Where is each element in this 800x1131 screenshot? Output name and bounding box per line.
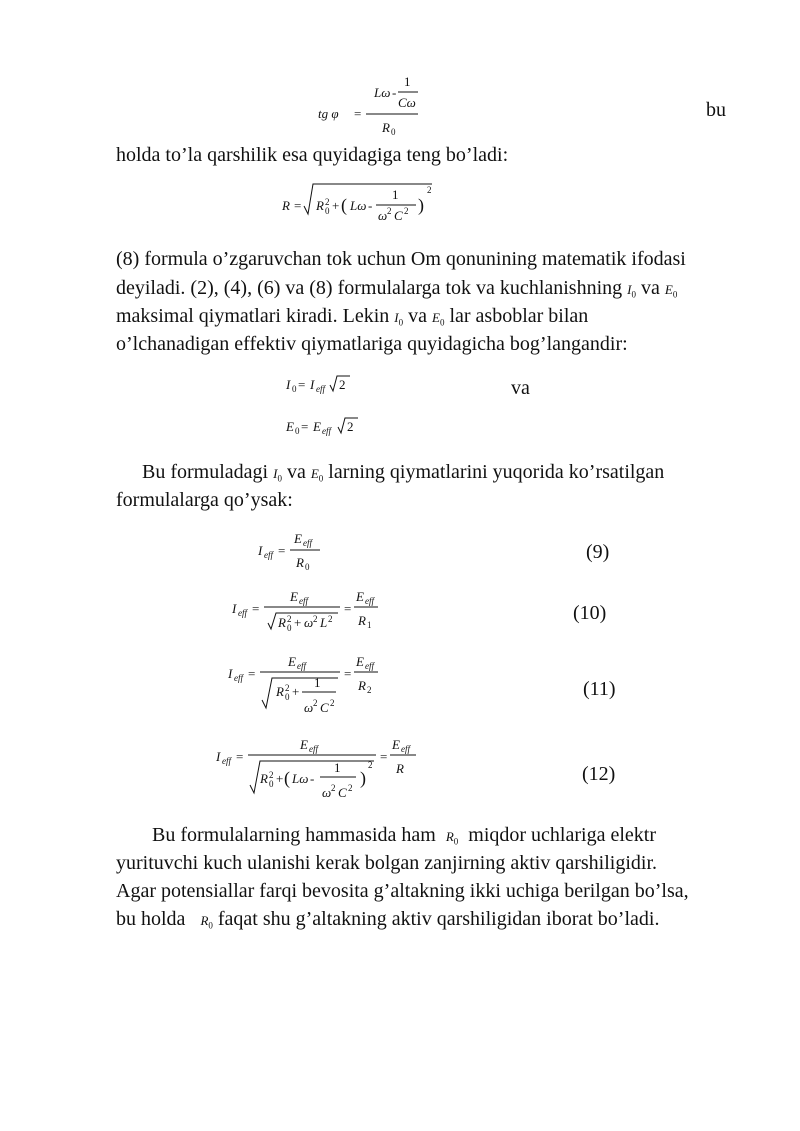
text-fragment: va: [286, 461, 306, 483]
text-line: holda to’la qarshilik esa quyidagiga teng bo’ladi:: [116, 144, 509, 166]
svg-text:eff: eff: [309, 744, 318, 754]
text-fragment: bu holda: [116, 908, 186, 930]
svg-text:Lω: Lω: [292, 771, 309, 786]
svg-text:2: 2: [404, 206, 409, 216]
svg-text:eff: eff: [316, 384, 325, 394]
formula-tg-phi: [310, 70, 450, 140]
svg-text:2: 2: [330, 698, 335, 708]
svg-text:2: 2: [368, 760, 373, 770]
svg-text:+: +: [292, 684, 300, 699]
svg-text:I: I: [228, 666, 233, 681]
svg-text:2: 2: [285, 683, 290, 693]
text-line: o’lchanadigan effektiv qiymatlariga quyidagicha bog’langandir:: [116, 333, 628, 355]
svg-text:R: R: [358, 613, 366, 628]
symbol-i0: $I_0$: [627, 282, 636, 300]
svg-text:I: I: [310, 377, 315, 392]
svg-text:-: -: [368, 198, 373, 213]
svg-text:0: 0: [305, 562, 310, 572]
svg-text:(: (: [341, 195, 347, 215]
svg-text:R: R: [278, 615, 286, 630]
svg-text:eff: eff: [238, 608, 247, 618]
text-fragment: va: [641, 277, 660, 299]
formula-eq11: [228, 652, 388, 724]
text-line: [116, 905, 659, 940]
svg-text:R: R: [316, 198, 324, 213]
svg-text:Cω: Cω: [398, 95, 416, 110]
svg-text:=: =: [278, 543, 286, 558]
svg-text:E: E: [288, 654, 296, 669]
svg-text:2: 2: [367, 685, 372, 695]
symbol-r0: $R_0$: [445, 829, 459, 847]
svg-text:E: E: [356, 589, 364, 604]
svg-text:1: 1: [404, 74, 411, 89]
svg-text:+: +: [332, 198, 340, 213]
svg-text:I: I: [232, 601, 237, 616]
svg-text:1: 1: [367, 620, 372, 630]
formula-e0: [286, 414, 376, 442]
svg-text:ω: ω: [378, 208, 388, 223]
svg-text:2: 2: [328, 614, 333, 624]
text-line: (8) formula o’zgaruvchan tok uchun Om qonunining matematik ifodasi: [116, 248, 686, 270]
text-fragment: larning qiymatlarini yuqorida ko’rsatilgan: [328, 461, 665, 483]
formula-i0: [286, 372, 376, 400]
text-fragment: deyiladi. (2), (4), (6) va (8) formulalarga tok va kuchlanishning: [116, 277, 623, 299]
svg-text:L: L: [320, 615, 328, 630]
svg-text:E: E: [286, 419, 294, 434]
svg-text:tg φ: tg φ: [318, 106, 339, 121]
svg-text:0: 0: [285, 692, 290, 702]
text-fragment: faqat shu g’altakning aktiv qarshiligidan iborat bo’ladi.: [217, 908, 660, 930]
svg-text:2: 2: [325, 197, 330, 207]
svg-text:E: E: [392, 737, 400, 752]
svg-text:I: I: [286, 377, 291, 392]
svg-text:2: 2: [269, 770, 274, 780]
svg-text:eff: eff: [299, 596, 308, 606]
svg-text:2: 2: [313, 698, 318, 708]
svg-text:=: =: [344, 666, 352, 681]
svg-text:ω: ω: [322, 785, 332, 800]
svg-text:2: 2: [347, 419, 354, 434]
svg-text:2: 2: [387, 206, 392, 216]
equation-number: (9): [586, 541, 610, 563]
text-fragment: lar asboblar bilan: [449, 305, 589, 327]
svg-text:C: C: [320, 700, 329, 715]
svg-text:eff: eff: [322, 426, 331, 436]
svg-text:0: 0: [295, 426, 300, 436]
symbol-i0: $I_0$: [394, 310, 404, 328]
svg-text:Lω: Lω: [350, 198, 367, 213]
svg-text:R: R: [260, 771, 268, 786]
svg-text:R: R: [396, 761, 404, 776]
symbol-e0: $E_0$: [310, 466, 324, 484]
formula-impedance: [280, 180, 450, 230]
svg-text:I: I: [258, 543, 263, 558]
svg-text:(: (: [284, 768, 290, 788]
svg-text:2: 2: [339, 377, 346, 392]
svg-text:=: =: [301, 419, 309, 434]
svg-text:eff: eff: [303, 538, 312, 548]
svg-text:R: R: [276, 684, 284, 699]
svg-text:+: +: [294, 615, 302, 630]
svg-text:0: 0: [287, 623, 292, 633]
symbol-i0: $I_0$: [273, 466, 282, 484]
svg-text:0: 0: [269, 779, 274, 789]
text-fragment: miqdor uchlariga elektr: [468, 824, 656, 846]
svg-text:eff: eff: [264, 550, 273, 560]
formula-eq10: [232, 585, 392, 635]
symbol-e0: $E_0$: [664, 282, 678, 300]
svg-text:E: E: [290, 589, 298, 604]
svg-text:ω: ω: [304, 615, 314, 630]
symbol-e0: $E_0$: [432, 310, 445, 328]
svg-text:eff: eff: [222, 756, 231, 766]
equation-number: (11): [583, 678, 616, 700]
svg-text:=: =: [380, 749, 388, 764]
bu-word: bu: [706, 99, 726, 121]
formula-eq12: [216, 735, 426, 807]
svg-text:E: E: [300, 737, 308, 752]
svg-text:1: 1: [334, 760, 341, 775]
text-fragment: va: [408, 305, 427, 327]
svg-text:+: +: [276, 771, 284, 786]
svg-text:0: 0: [391, 127, 396, 137]
text-fragment: Bu formulalarning hammasida ham: [152, 824, 436, 846]
svg-text:): ): [360, 768, 366, 788]
svg-text:Lω: Lω: [374, 85, 391, 100]
svg-text:eff: eff: [365, 596, 374, 606]
equation-number: (10): [573, 602, 607, 624]
va-word: va: [511, 377, 530, 399]
svg-text:E: E: [356, 654, 364, 669]
formula-eq9: [258, 525, 338, 575]
svg-text:=: =: [236, 749, 244, 764]
svg-text:2: 2: [427, 185, 432, 195]
svg-text:2: 2: [348, 783, 353, 793]
svg-text:=: =: [248, 666, 256, 681]
svg-text:ω: ω: [304, 700, 314, 715]
svg-text:R: R: [296, 555, 304, 570]
svg-text:=: =: [354, 106, 362, 121]
svg-text:C: C: [394, 208, 403, 223]
svg-text:eff: eff: [401, 744, 410, 754]
svg-text:=: =: [298, 377, 306, 392]
text-line: formulalarga qo’ysak:: [116, 489, 293, 511]
svg-text:1: 1: [314, 675, 321, 690]
equation-number: (12): [582, 763, 616, 785]
svg-text:-: -: [392, 85, 397, 100]
svg-text:E: E: [313, 419, 321, 434]
svg-text:0: 0: [325, 206, 330, 216]
svg-text:=: =: [344, 601, 352, 616]
svg-text:1: 1: [392, 187, 399, 202]
svg-text:I: I: [216, 749, 221, 764]
svg-text:eff: eff: [365, 661, 374, 671]
svg-text:=: =: [294, 198, 302, 213]
svg-text:2: 2: [287, 614, 292, 624]
svg-text:-: -: [310, 771, 315, 786]
text-fragment: Bu formuladagi: [142, 461, 269, 483]
svg-text:=: =: [252, 601, 260, 616]
svg-text:eff: eff: [234, 673, 243, 683]
symbol-r0: $R_0$: [200, 913, 213, 931]
text-line: Agar potensiallar farqi bevosita g’altakning ikki uchiga berilgan bo’lsa,: [116, 880, 689, 902]
text-line: yurituvchi kuch ulanishi kerak bolgan zanjirning aktiv qarshiligidir.: [116, 852, 657, 874]
svg-text:2: 2: [331, 783, 336, 793]
text-fragment: maksimal qiymatlari kiradi. Lekin: [116, 305, 390, 327]
svg-text:): ): [418, 195, 424, 215]
svg-text:R: R: [282, 198, 290, 213]
svg-text:R: R: [382, 120, 390, 135]
svg-text:R: R: [358, 678, 366, 693]
svg-text:E: E: [294, 531, 302, 546]
svg-text:0: 0: [292, 384, 297, 394]
svg-text:2: 2: [313, 614, 318, 624]
svg-text:eff: eff: [297, 661, 306, 671]
svg-text:C: C: [338, 785, 347, 800]
